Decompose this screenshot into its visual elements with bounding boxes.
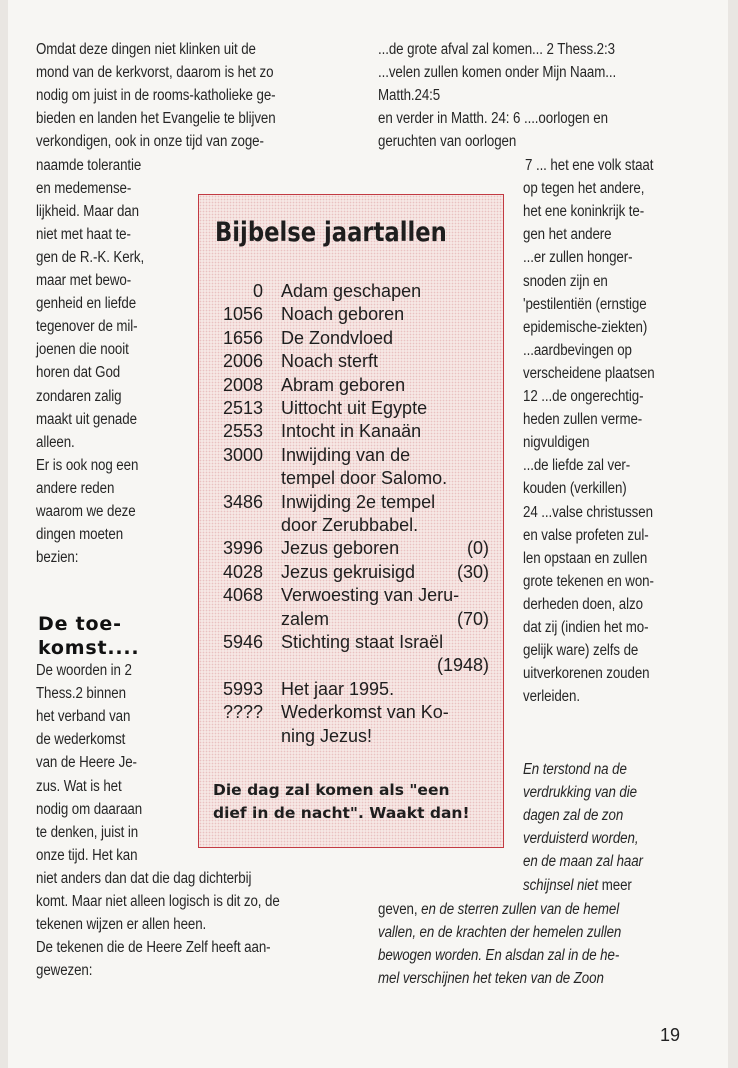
text-line: van de Heere Je- xyxy=(36,754,137,772)
timeline-event: Jezus gekruisigd xyxy=(281,561,416,582)
timeline-event: Noach sterft xyxy=(281,351,379,372)
text-line: maakt uit genade xyxy=(36,410,137,428)
quote-line: bewogen worden. En alsdan zal in de he- xyxy=(378,947,620,965)
text-line: genheid en liefde xyxy=(36,295,137,313)
text-line: gen de R.-K. Kerk, xyxy=(36,248,145,266)
text-line: gen het andere xyxy=(523,226,612,244)
quote-line: vallen, en de krachten der hemelen zullen xyxy=(378,924,622,942)
section-heading-line: komst.... xyxy=(38,637,140,659)
timeline-event: Het jaar 1995. xyxy=(281,678,395,699)
text-line: bezien: xyxy=(36,549,79,567)
timeline-event: Inwijding 2e tempel xyxy=(281,491,436,512)
text-line: 'pestilentiën (ernstige xyxy=(523,295,647,313)
timeline-event: Adam geschapen xyxy=(281,281,422,301)
timeline-event: De Zondvloed xyxy=(281,327,394,348)
section-heading-line: De toe- xyxy=(38,613,122,635)
timeline-ce-year: (70) xyxy=(456,608,489,629)
timeline-event: Noach geboren xyxy=(281,304,405,325)
timeline-year: 4068 xyxy=(222,585,263,606)
text-line: niet anders dan dat die dag dichterbij xyxy=(36,869,252,887)
timeline-event: Wederkomst van Ko- xyxy=(281,702,449,723)
text-line: nigvuldigen xyxy=(523,434,590,452)
timeline-event: Jezus geboren xyxy=(281,538,400,559)
text-line: lijkheid. Maar dan xyxy=(36,202,139,220)
timeline-event: Stichting staat Israël xyxy=(281,632,444,652)
text-line: het ene koninkrijk te- xyxy=(523,203,645,221)
text-line: andere reden xyxy=(36,479,115,497)
timeline-year: ???? xyxy=(222,702,263,723)
text-line: 24 ...valse christussen xyxy=(523,503,653,521)
text-line: tekenen wijzen er allen heen. xyxy=(36,916,207,934)
section-heading xyxy=(38,612,139,660)
bible-dates-box xyxy=(198,194,504,848)
timeline-year: 3486 xyxy=(222,491,263,512)
text-line: op tegen het andere, xyxy=(523,180,645,198)
text-line: naamde tolerantie xyxy=(36,156,142,174)
text-line: De tekenen die de Heere Zelf heeft aan- xyxy=(36,939,271,957)
text-line: niet met haat te- xyxy=(36,225,131,243)
text-line: en verder in Matth. 24: 6 ....oorlogen en xyxy=(378,110,608,128)
text-line: heden zullen verme- xyxy=(523,411,643,429)
timeline-event: Inwijding van de xyxy=(281,444,411,465)
quote-fragment: meer xyxy=(598,876,632,894)
text-line: zus. Wat is het xyxy=(36,777,122,795)
quote-line: verduisterd worden, xyxy=(523,830,639,848)
timeline-year: 1656 xyxy=(222,327,263,348)
timeline-year: 1056 xyxy=(222,304,263,325)
text-line: kouden (verkillen) xyxy=(523,480,627,498)
quote-line: dagen zal de zon xyxy=(523,807,624,825)
timeline-year: 2553 xyxy=(222,421,263,442)
text-line: waarom we deze xyxy=(36,503,136,520)
text-line: verleiden. xyxy=(523,688,580,706)
text-line: tegenover de mil- xyxy=(36,318,138,336)
text-line: verkondigen, ook in onze tijd van zoge- xyxy=(36,133,264,151)
timeline-year: 5946 xyxy=(222,632,263,652)
timeline-year: 4028 xyxy=(222,561,263,582)
timeline-year: 2008 xyxy=(222,374,263,395)
text-line: mond van de kerkvorst, daarom is het zo xyxy=(36,64,274,82)
document-page xyxy=(8,0,728,1068)
text-line: en medemense- xyxy=(36,179,132,197)
text-line: ...de liefde zal ver- xyxy=(523,457,631,475)
text-line: ...er zullen honger- xyxy=(523,249,633,267)
text-line: onze tijd. Het kan xyxy=(36,846,138,864)
quote-line: en de maan zal haar xyxy=(523,853,643,871)
text-line: ...de grote afval zal komen... 2 Thess.2:3 xyxy=(378,41,615,58)
box-footer-line: dief in de nacht". Waakt dan! xyxy=(213,804,470,822)
text-line: zondaren zalig xyxy=(36,387,122,405)
text-line: verscheidene plaatsen xyxy=(523,364,655,382)
text-line: epidemische-ziekten) xyxy=(523,318,648,336)
text-line: het verband van xyxy=(36,708,131,726)
quote-fragment: en de sterren zullen van de hemel xyxy=(421,901,620,918)
box-title: Bijbelse jaartallen xyxy=(215,217,447,248)
timeline-year: 3000 xyxy=(222,444,263,465)
text-line: grote tekenen en won- xyxy=(523,572,654,590)
quote-line: En terstond na de xyxy=(523,761,627,778)
text-line: joenen die nooit xyxy=(36,341,129,359)
text-line: 12 ...de ongerechtig- xyxy=(523,388,644,405)
timeline-year: 3996 xyxy=(222,538,263,559)
timeline-event: Abram geboren xyxy=(281,374,406,395)
timeline-event: Intocht in Kanaän xyxy=(281,421,422,442)
text-line: maar met bewo- xyxy=(36,272,132,289)
box-footer xyxy=(213,779,470,825)
timeline-ce-year: (30) xyxy=(456,561,489,582)
quote-line: mel verschijnen het teken van de Zoon xyxy=(378,970,604,988)
text-line: derheden doen, alzo xyxy=(523,595,643,613)
text-line: len opstaan en zullen xyxy=(523,549,648,567)
text-line: Thess.2 binnen xyxy=(36,685,126,703)
text-line: Er is ook nog een xyxy=(36,456,139,474)
text-line: nodig om daaraan xyxy=(36,800,143,818)
box-footer-line: Die dag zal komen als "een xyxy=(213,781,450,799)
timeline-year: 0 xyxy=(252,281,263,301)
text-line: komt. Maar niet alleen logisch is dit zo, de xyxy=(36,893,280,910)
timeline-event: Uittocht uit Egypte xyxy=(281,398,428,418)
timeline-ce-year: (0) xyxy=(467,538,489,559)
timeline-event: ning Jezus! xyxy=(281,725,373,746)
text-line: gewezen: xyxy=(36,962,93,980)
quote-line xyxy=(378,898,619,921)
timeline-year: 2006 xyxy=(222,351,263,372)
text-line: gelijk ware) zelfs de xyxy=(523,642,639,660)
timeline-event: tempel door Salomo. xyxy=(281,468,448,489)
timeline-event: zalem xyxy=(281,608,330,629)
text-line: dat zij (indien het mo- xyxy=(523,619,649,636)
timeline-year: 2513 xyxy=(222,398,263,418)
quote-line: verdrukking van die xyxy=(523,784,637,802)
text-line: de wederkomst xyxy=(36,731,126,749)
text-line: uitverkorenen zouden xyxy=(523,665,650,683)
quote-fragment: geven, xyxy=(378,901,422,918)
text-line: ...velen zullen komen onder Mijn Naam... xyxy=(378,64,617,82)
quote-fragment: schijnsel niet xyxy=(523,876,599,894)
page-number: 19 xyxy=(660,1025,681,1045)
text-line: dingen moeten xyxy=(36,526,124,544)
text-line: alleen. xyxy=(36,433,75,451)
text-line: bieden en landen het Evangelie te blijven xyxy=(36,110,276,128)
text-line: nodig om juist in de rooms-katholieke ge- xyxy=(36,87,276,105)
text-line: geruchten van oorlogen xyxy=(378,133,517,151)
text-line: snoden zijn en xyxy=(523,272,608,290)
timeline-year: 5993 xyxy=(222,678,263,699)
timeline-event: door Zerubbabel. xyxy=(281,515,419,535)
text-line: te denken, juist in xyxy=(36,823,139,841)
text-line: ...aardbevingen op xyxy=(523,341,632,359)
timeline-event: Verwoesting van Jeru- xyxy=(281,585,460,606)
text-line: en valse profeten zul- xyxy=(523,526,649,544)
text-line: De woorden in 2 xyxy=(36,662,132,679)
text-line: Omdat deze dingen niet klinken uit de xyxy=(36,41,256,58)
text-line: 7 ... het ene volk staat xyxy=(525,157,654,174)
timeline-ce-year: (1948) xyxy=(436,655,489,676)
text-line: horen dat God xyxy=(36,364,121,382)
quote-line xyxy=(523,874,632,897)
text-line: Matth.24:5 xyxy=(378,87,441,105)
